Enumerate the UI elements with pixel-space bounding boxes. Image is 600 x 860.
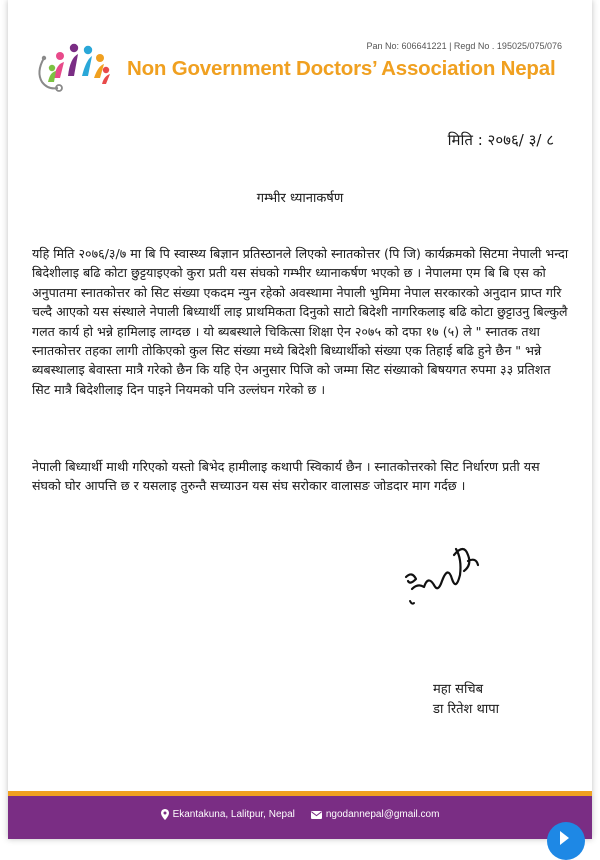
registration-number: Pan No: 606641221 | Regd No . 195025/075/076: [366, 41, 562, 51]
next-arrow-icon: [560, 831, 569, 845]
signer-block: [433, 680, 499, 720]
letter-date: मिति : २०७६/ ३/ ८: [447, 131, 554, 149]
organization-logo: [34, 38, 116, 94]
footer-contact: [8, 809, 592, 820]
letter-paragraph: नेपाली बिध्यार्थी माथी गरिएको यस्तो बिभेद हामीलाइ कथापी स्विकार्य छैन । स्नातकोत्तरको सिट निर्धारण प्रती यस संघको घोर आपत्ति छ र यसलाइ तुरुन्तै सच्याउन यस संघ सरोकार वालासङ जोडदार माग गर्दछ ।: [32, 459, 540, 494]
signer-name: डा रितेश थापा: [433, 702, 499, 717]
footer-address: Ekantakuna, Lalitpur, Nepal: [172, 809, 295, 820]
location-pin-icon: [161, 809, 169, 820]
email-icon: [311, 811, 322, 819]
organization-name: Non Government Doctors’ Association Nepal: [127, 57, 556, 80]
letter-footer: [8, 791, 592, 839]
footer-email[interactable]: ngodannepal@gmail.com: [325, 809, 440, 820]
letter-paragraph: यहि मिति २०७६/३/७ मा बि पि स्वास्थ्य बिज्ञान प्रतिस्ठानले लिएको स्नातकोत्तर (पि जि) कार्यक्रमको सिटमा नेपाली भन्दा बिदेशीलाइ बढि कोटा छुट्टयाइएको कुरा प्रती यस संघको गम्भीर ध्यानाकर्षण भएको छ । नेपालमा एम बि बि एस को अनुपातमा स्नातकोत्तर को सिट संख्या एकदम न्युन रहेको अवस्थामा नेपाली भुमिमा नेपाल सरकारको अनुदान प्राप्त गरि चल्दै आएको यस संस्थाले नेपाली बिध्यार्थी लाइ प्राथमिकता दिनुको साटो बिदेशी नागरिकलाइ बढि कोटा छुट्टाउनु बिल्कुलै गलत कार्य हो भन्ने हामिलाइ लाग्दछ । यो ब्यबस्थाले चिकित्सा शिक्षा ऐन २०७५ को दफा १७ (५) ले " स्नातक तथा स्नातकोत्तर तहका लागी तोकिएको कुल सिट संख्या मध्ये बिदेशी बिध्यार्थीको संख्या एक तिहाई बढि हुने छैन " भन्ने ब्यबस्थालाइ बेवास्ता मात्रै गरेको छैन कि यहि ऐन अनुसार पिजि को जम्मा सिट संख्याको बिषयगत रुपमा ३३ प्रतिशत सिट मात्रै बिदेशीलाइ दिन पाइने नियमको पनि उल्लंघन गरेको छ ।: [32, 246, 569, 397]
handwritten-signature: [398, 535, 488, 615]
letter-subject: गम्भीर ध्यानाकर्षण: [256, 191, 344, 206]
letter-page: [8, 0, 592, 839]
next-page-button[interactable]: [547, 822, 585, 860]
signer-title: महा सचिब: [433, 682, 484, 697]
